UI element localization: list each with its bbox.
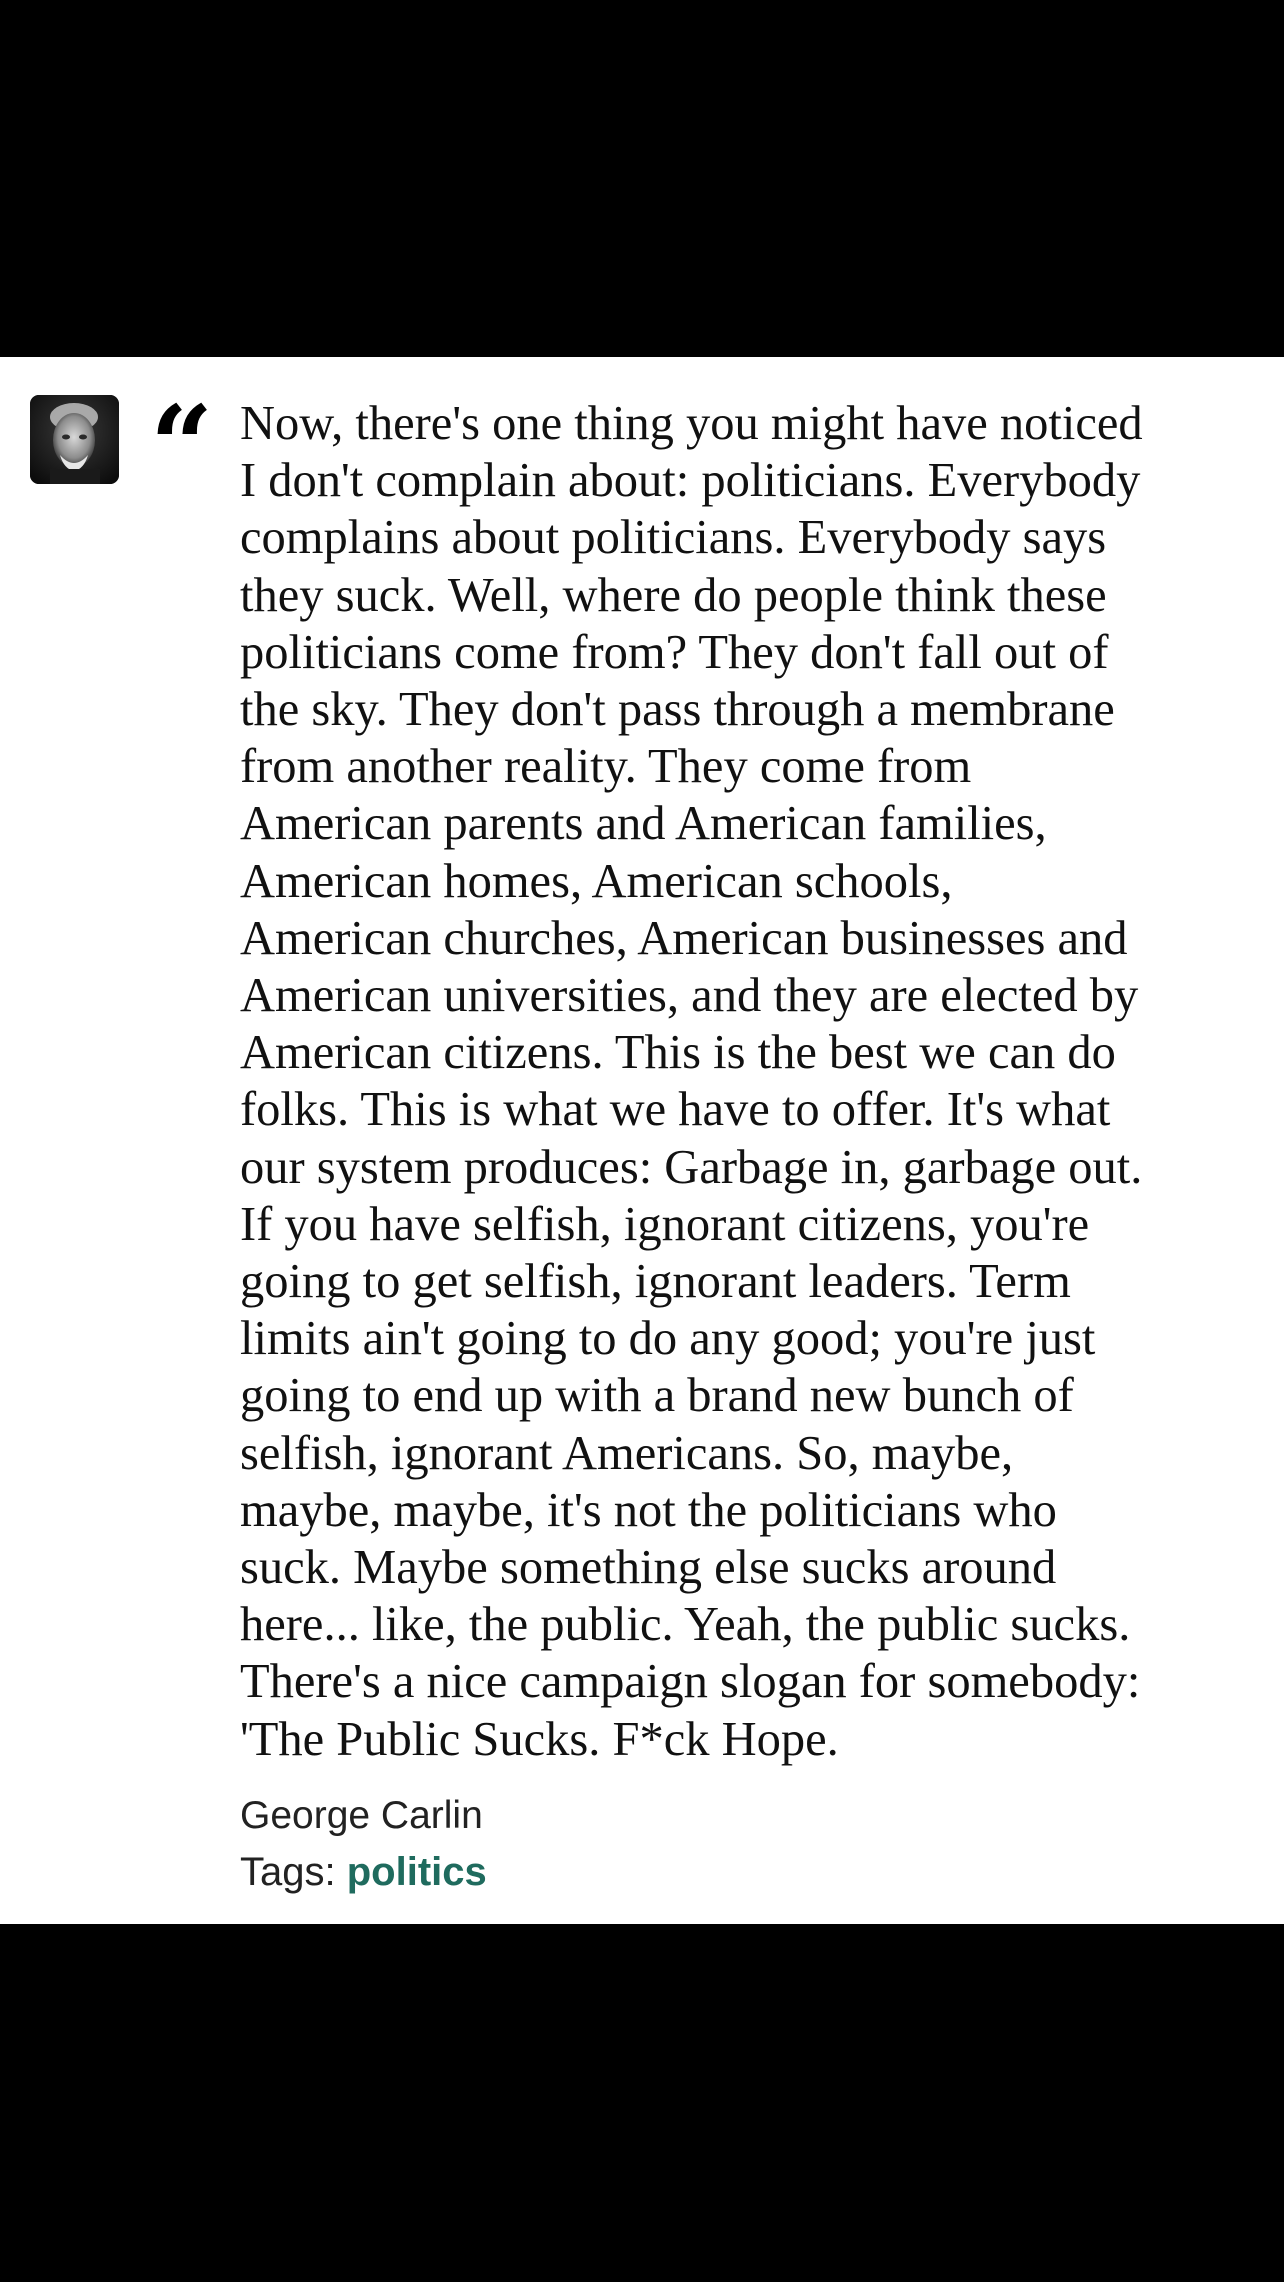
quote-line: American homes, American schools, (240, 854, 953, 908)
quote-text (240, 395, 1250, 1768)
tag-link-politics[interactable]: politics (346, 1850, 487, 1894)
quote-line: American parents and American families, (240, 797, 1047, 851)
quote-line: politicians come from? They don't fall out of (240, 625, 1109, 679)
quote-line: I don't complain about: politicians. Everybody (240, 454, 1141, 508)
author-portrait-image (30, 395, 119, 484)
tags-row (240, 1847, 487, 1897)
quote-line: If you have selfish, ignorant citizens, you're (240, 1197, 1090, 1251)
quote-line: Now, there's one thing you might have noticed (240, 397, 1143, 450)
quote-line: our system produces: Garbage in, garbage out. (240, 1140, 1143, 1194)
quote-line: There's a nice campaign slogan for somebody: (240, 1655, 1141, 1709)
quote-line: going to get selfish, ignorant leaders. Term (240, 1255, 1071, 1309)
quote-line: going to end up with a brand new bunch of (240, 1369, 1074, 1423)
quote-line: they suck. Well, where do people think these (240, 568, 1107, 622)
open-quote-icon: “ (150, 381, 214, 510)
quote-line: selfish, ignorant Americans. So, maybe, (240, 1426, 1014, 1480)
quote-line: here... like, the public. Yeah, the public sucks. (240, 1598, 1131, 1652)
quote-line: maybe, maybe, it's not the politicians who (240, 1483, 1057, 1537)
quote-line: 'The Public Sucks. F*ck Hope. (240, 1712, 839, 1766)
quote-line: from another reality. They come from (240, 740, 972, 794)
quote-line: suck. Maybe something else sucks around (240, 1541, 1057, 1595)
quote-line: limits ain't going to do any good; you're just (240, 1312, 1096, 1366)
tags-label: Tags: (240, 1850, 347, 1894)
author-avatar[interactable] (30, 395, 119, 484)
author-name[interactable]: George Carlin (240, 1794, 483, 1837)
quote-line: folks. This is what we have to offer. It's what (240, 1083, 1111, 1137)
quote-card (0, 357, 1284, 1924)
quote-line: complains about politicians. Everybody says (240, 511, 1107, 565)
quote-line: American citizens. This is the best we can do (240, 1026, 1116, 1080)
quote-line: American churches, American businesses and (240, 911, 1128, 965)
quote-line: American universities, and they are elected by (240, 969, 1139, 1023)
quote-line: the sky. They don't pass through a membrane (240, 683, 1115, 737)
